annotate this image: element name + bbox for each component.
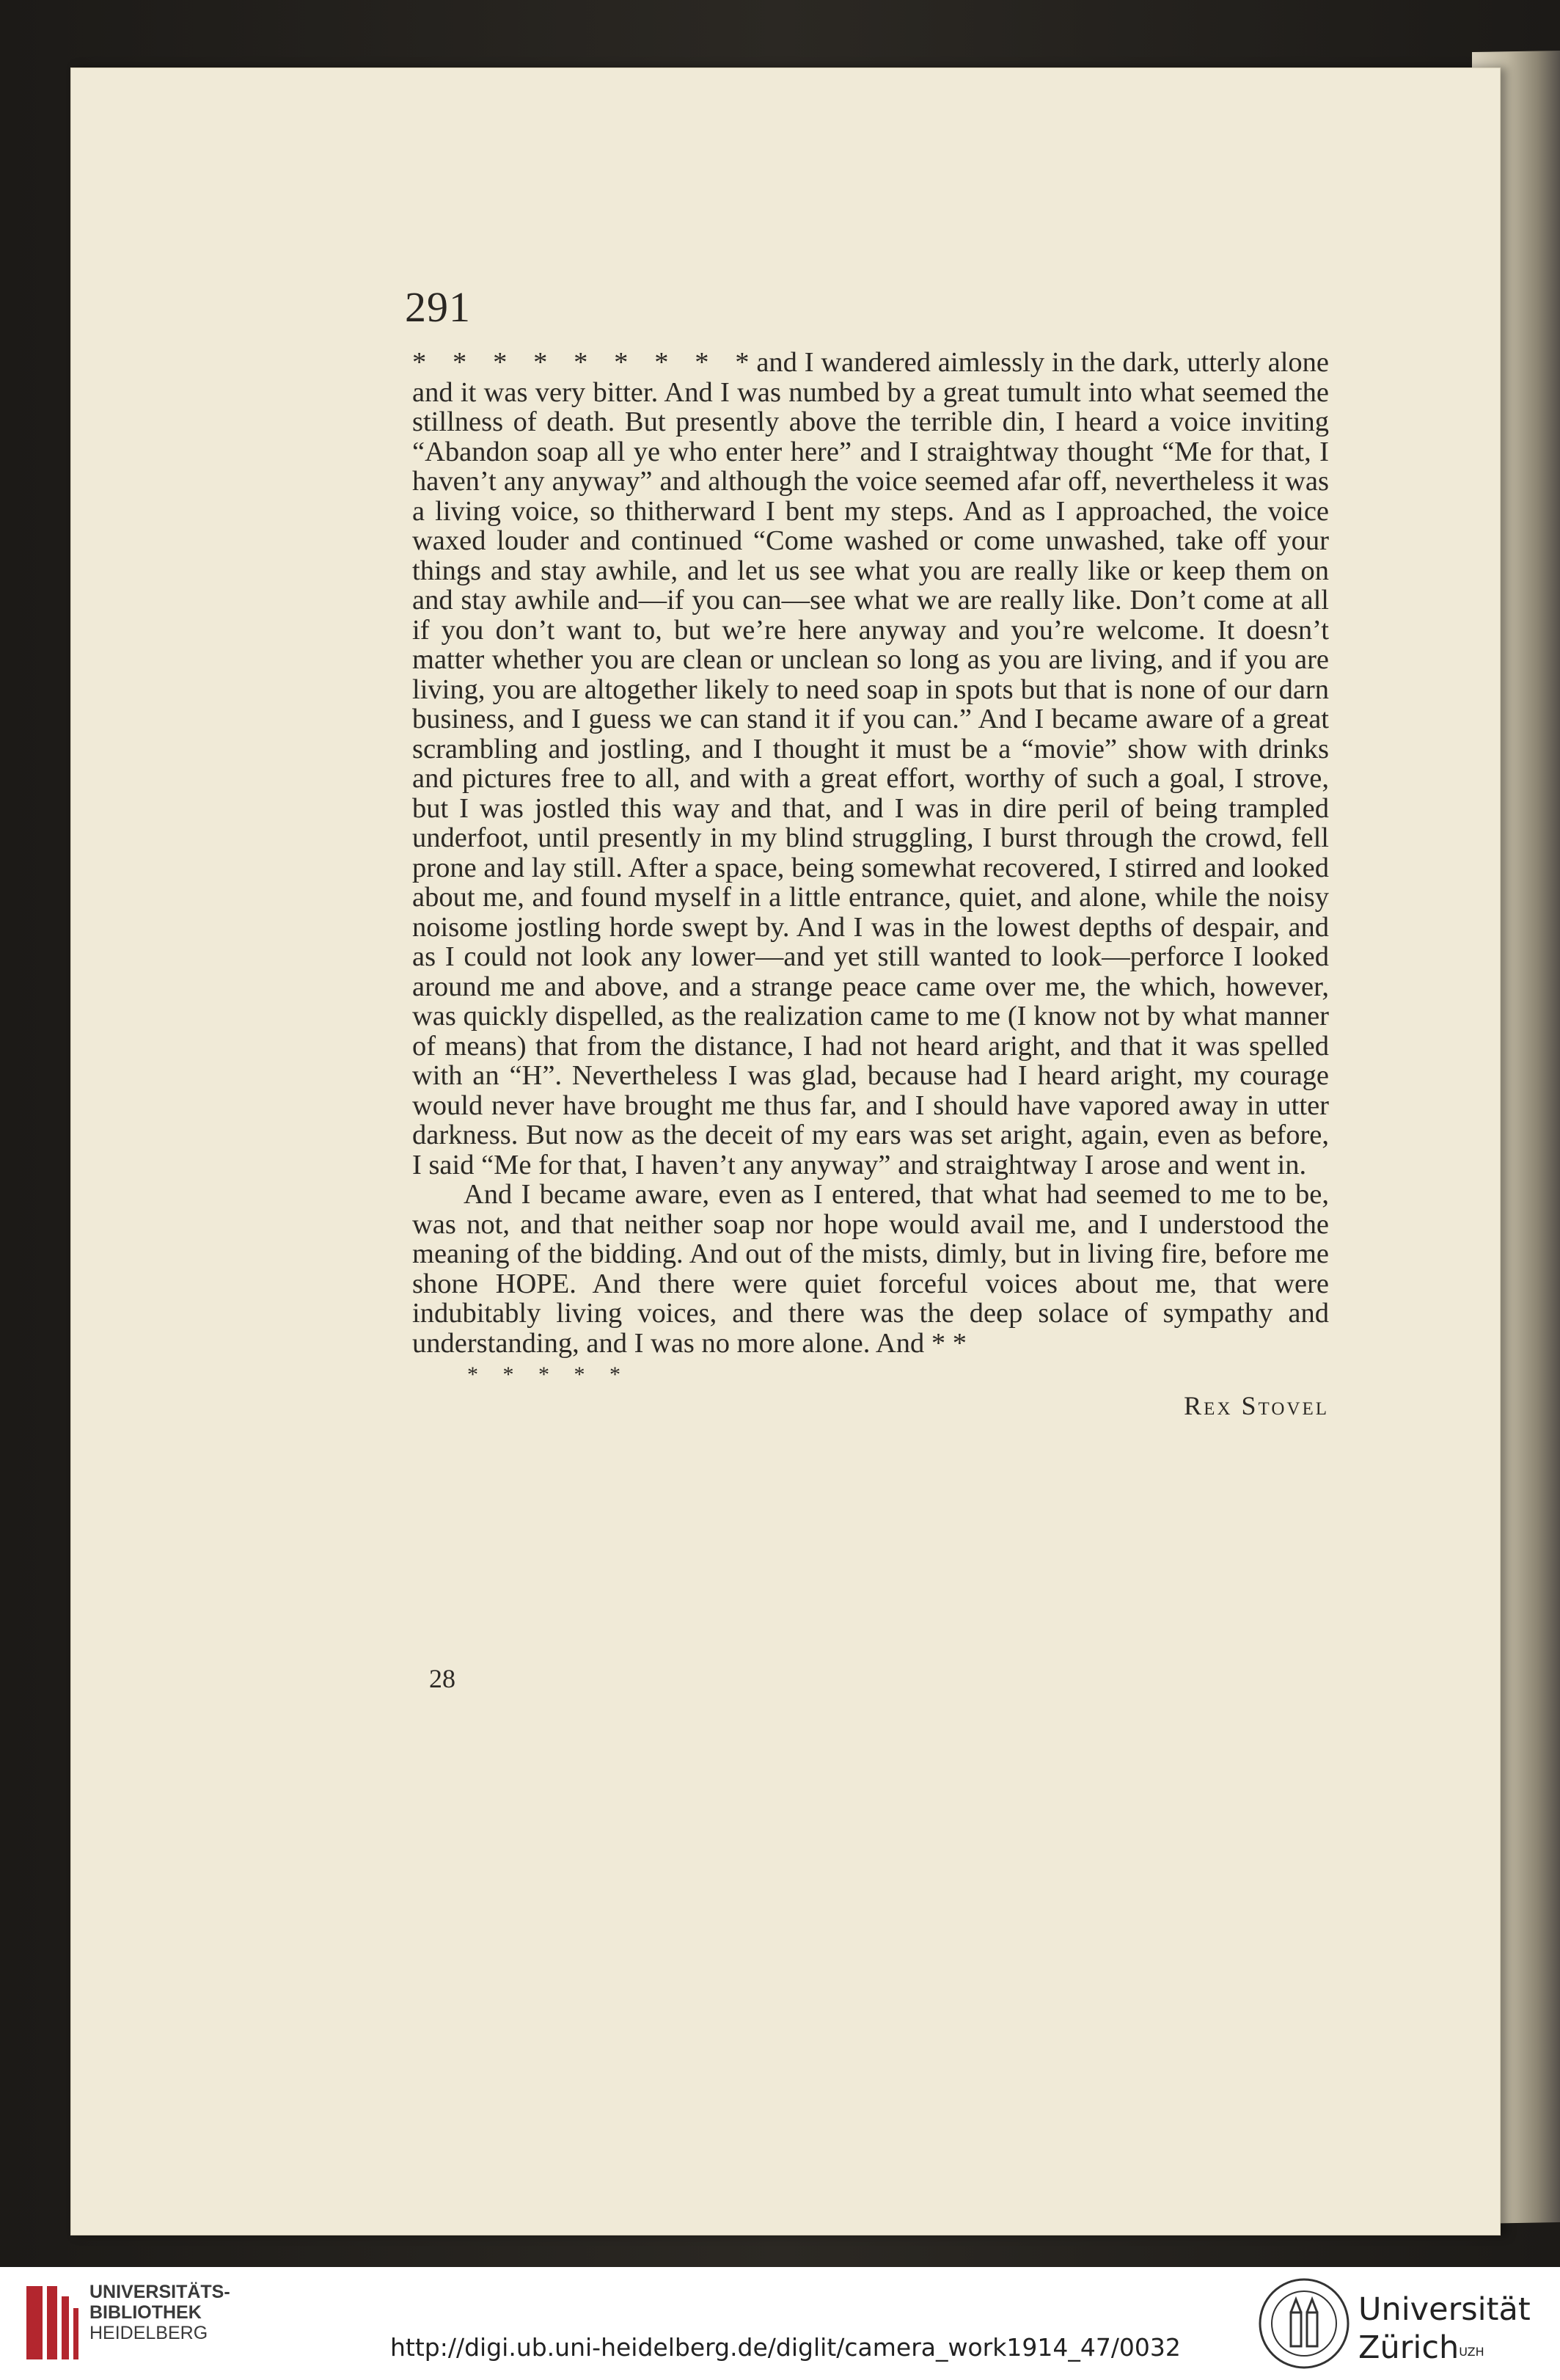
closing-stars: * * * * * bbox=[467, 1362, 620, 1387]
uzh-seal-icon bbox=[1258, 2277, 1350, 2370]
paragraph-1-text: and I wandered aimlessly in the dark, utterly alone and it was very bitter. And I was numbed by a great tumult into what seemed the stillness of death. But presently above the terrible din, I heard a voice inviting “Abandon soap all ye who enter here” and I straightway thought “Me for that, I haven’t any anyway” and although the voice seemed afar off, nevertheless it was a living voice, so thitherward I bent my steps. And as I approached, the voice waxed louder and continued “Come washed or come unwashed, take off your things and stay awhile, and let us see what you are really like or keep them on and stay awhile and—if you can—see what we are really like. Don’t come at all if you don’t want to, but we’re here anyway and you’re welcome. It doesn’t matter whether you are clean or unclean so long as you are living, and if you are living, you are altogether likely to need soap in spots but that is none of our darn business, and I guess we can stand it if you can.” And I became aware of a great scrambling and jostling, and I thought it must be a “movie” show with drinks and pictures free to all, and with a great effort, worthy of such a goal, I strove, but I was jostled this way and that, and I was in dire peril of being trampled underfoot, until presently in my blind struggling, I burst through the crowd, fell prone and lay still. After a space, being somewhat recovered, I stirred and looked about me, and found myself in a little entrance, quiet, and alone, while the noisy noisome jostling horde swept by. And I was in the lowest depths of despair, and as I could not look any lower—and yet still wanted to look—perforce I looked around me and above, and a strange peace came over me, the which, however, was quickly dispelled, as the realization came to me (I know not by what manner of means) that from the distance, I had not heard aright, and that it was spelled with an “H”. Nevertheless I was glad, because had I heard aright, my courage would never have brought me thus far, and I should have vapored away in utter darkness. But now as the deceit of my ears was set aright, again, even as before, I said “Me for that, I haven’t any anyway” and straightway I arose and went in. bbox=[412, 347, 1329, 1180]
author-signature: Rex Stovel bbox=[1184, 1391, 1329, 1420]
paragraph-2: And I became aware, even as I entered, that what had seemed to me to be, was not, and that neither soap nor hope would avail me, and I understood the meaning of the bidding. And out of the mists, dimly, but in living fire, before me shone HOPE. And there were quiet forceful voices about me, that were indubitably living voices, and there was the deep solace of sympathy and understanding, and I was no more alone. And * * bbox=[412, 1179, 1329, 1359]
paragraph-1 bbox=[412, 348, 1329, 1180]
page-title: 291 bbox=[405, 283, 471, 331]
ub-heidelberg-logo-icon bbox=[22, 2282, 84, 2364]
source-url-link[interactable]: http://digi.ub.uni-heidelberg.de/diglit/camera_work1914_47/0032 bbox=[390, 2333, 1181, 2362]
library-name: UNIVERSITÄTS- BIBLIOTHEK HEIDELBERG bbox=[89, 2282, 230, 2343]
footer-bar bbox=[0, 2267, 1560, 2380]
article-body bbox=[412, 348, 1329, 1423]
uzh-name: Universität Zürich$^{UZH}$ bbox=[1358, 2291, 1531, 2366]
page-number: 28 bbox=[429, 1664, 455, 1693]
opening-stars: * * * * * * * * * bbox=[412, 347, 750, 378]
